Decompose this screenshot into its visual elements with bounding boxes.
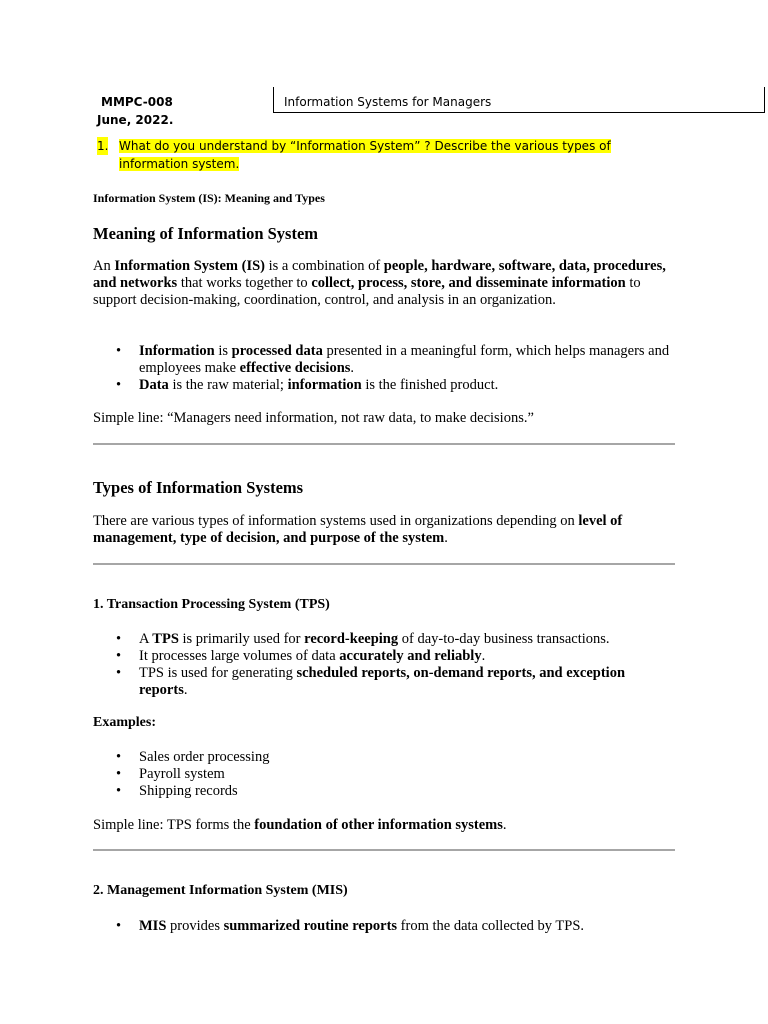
text: provides [166, 918, 224, 934]
bold-text: level of management, type of decision, and purpose of the system [93, 513, 623, 546]
text: There are various types of information systems used in organizations depending on [93, 513, 579, 529]
question-number: 1. [97, 139, 109, 153]
list-item [93, 749, 673, 766]
question-text: What do you understand by “Information System” ? Describe the various types of information system. [119, 139, 611, 171]
tps-heading: 1. Transaction Processing System (TPS) [93, 597, 330, 612]
horizontal-rule [93, 563, 675, 565]
bold-text: TPS [152, 631, 179, 647]
text: Sales order processing [139, 749, 270, 765]
mis-heading: 2. Management Information System (MIS) [93, 883, 348, 898]
text: is the raw material; [168, 377, 288, 393]
text: An [93, 258, 115, 274]
bold-text: information [287, 377, 362, 393]
text: Payroll system [139, 766, 225, 782]
exam-date: June, 2022. [97, 113, 174, 127]
bullet-icon: • [116, 783, 122, 799]
meaning-bullets [93, 343, 673, 394]
bullet-icon: • [116, 648, 122, 664]
text: that works together to [177, 275, 312, 291]
text: to support decision-making, coordination, control, and analysis in an organization. [93, 275, 641, 308]
meaning-heading: Meaning of Information System [93, 224, 319, 243]
horizontal-rule [93, 849, 675, 851]
text: from the data collected by TPS. [397, 918, 585, 934]
text: is primarily used for [178, 631, 305, 647]
bullet-icon: • [116, 749, 122, 765]
course-title: Information Systems for Managers [284, 95, 492, 109]
tps-examples [93, 749, 673, 800]
meaning-paragraph [93, 258, 673, 309]
bold-text: processed data [231, 343, 323, 359]
bullet-icon: • [116, 918, 122, 934]
text: Shipping records [139, 783, 238, 799]
text: . [350, 360, 355, 376]
answer-subtitle: Information System (IS): Meaning and Types [93, 191, 325, 205]
header-right-border [764, 87, 765, 113]
list-item [93, 918, 673, 935]
list-item [93, 648, 673, 665]
course-code: MMPC-008 [101, 95, 173, 109]
bold-text: Data [139, 377, 169, 393]
bold-text: foundation of other information systems [254, 817, 503, 833]
bullet-icon: • [116, 377, 122, 393]
meaning-simple-line: Simple line: “Managers need information, not raw data, to make decisions.” [93, 410, 534, 426]
bold-text: scheduled reports, on-demand reports, and exception reports [139, 665, 626, 698]
bold-text: Information [139, 343, 215, 359]
list-item [93, 377, 673, 394]
text: . [444, 530, 448, 546]
text: A [139, 631, 153, 647]
bold-text: Information System (IS) [114, 258, 265, 274]
list-item [93, 783, 673, 800]
header-underline [273, 112, 765, 113]
examples-label: Examples: [93, 715, 156, 730]
text: . [481, 648, 486, 664]
list-item [93, 665, 673, 699]
bold-text: summarized routine reports [223, 918, 398, 934]
text: It processes large volumes of data [139, 648, 340, 664]
tps-bullets [93, 631, 673, 699]
list-item [93, 766, 673, 783]
text: . [502, 817, 507, 833]
text: Simple line: TPS forms the [93, 817, 255, 833]
bold-text: record-keeping [304, 631, 399, 647]
text: is [214, 343, 232, 359]
list-item [93, 631, 673, 648]
bold-text: MIS [139, 918, 167, 934]
list-item [93, 343, 673, 377]
header-divider [273, 87, 274, 113]
bold-text: effective decisions [239, 360, 351, 376]
header-table [93, 87, 765, 113]
horizontal-rule [93, 443, 675, 445]
mis-bullets [93, 918, 673, 935]
bold-text: collect, process, store, and disseminate information [311, 275, 626, 291]
types-paragraph [93, 513, 673, 547]
text: of day-to-day business transactions. [398, 631, 610, 647]
text: . [183, 682, 188, 698]
bold-text: accurately and reliably [339, 648, 482, 664]
bullet-icon: • [116, 631, 122, 647]
bullet-icon: • [116, 665, 122, 681]
bullet-icon: • [116, 343, 122, 359]
text: TPS is used for generating [139, 665, 297, 681]
bold-text: people, hardware, software, data, procedures, and networks [93, 258, 666, 291]
text: is the finished product. [361, 377, 499, 393]
question-text-wrap [119, 137, 677, 173]
text: is a combination of [265, 258, 384, 274]
types-heading: Types of Information Systems [93, 478, 304, 497]
bullet-icon: • [116, 766, 122, 782]
tps-simple-line [93, 817, 673, 834]
text: presented in a meaningful form, which helps managers and employees make [139, 343, 670, 376]
